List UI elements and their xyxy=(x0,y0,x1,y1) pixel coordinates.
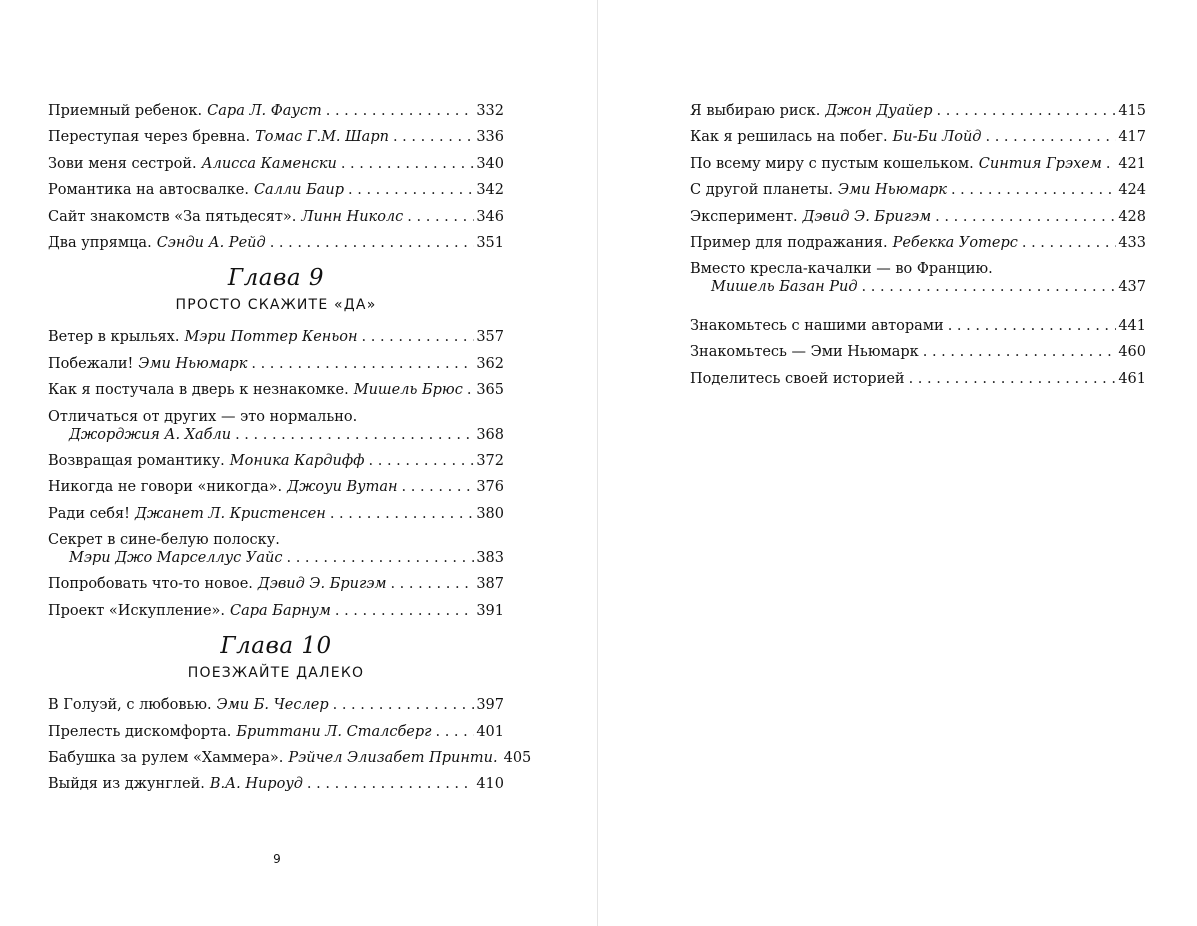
leader-dots xyxy=(362,328,475,346)
entry-author: Моника Кардифф xyxy=(229,452,365,469)
entry-title: Отличаться от других — это нормально. xyxy=(48,408,358,425)
entry-page: 461 xyxy=(1118,370,1146,387)
leader-dots xyxy=(286,549,474,567)
entry-author: Джоуи Вутан xyxy=(287,479,398,496)
right-page xyxy=(598,0,1197,926)
entry-title: Два упрямца. xyxy=(48,234,152,251)
entry-page: 342 xyxy=(476,182,504,199)
leader-dots xyxy=(348,181,474,199)
entry-page: 410 xyxy=(476,776,504,793)
entry-page: 460 xyxy=(1118,344,1146,361)
entry-page: 401 xyxy=(476,723,504,740)
toc-entry xyxy=(48,749,532,775)
leader-dots xyxy=(333,696,475,714)
leader-dots xyxy=(909,370,1117,388)
leader-dots xyxy=(251,355,474,373)
entry-title: Ради себя! xyxy=(48,505,131,522)
entry-page: 340 xyxy=(476,155,504,172)
leader-dots xyxy=(330,505,474,523)
entry-author: Эми Ньюмарк xyxy=(138,355,248,372)
leader-dots xyxy=(335,602,474,620)
entry-author: Джорджия А. Хабли xyxy=(69,426,232,443)
entry-page: 421 xyxy=(1118,155,1146,172)
entry-author: Би-Би Лойд xyxy=(892,129,982,146)
entry-title: Эксперимент. xyxy=(690,208,798,225)
entry-page: 362 xyxy=(476,355,504,372)
leader-dots xyxy=(467,381,475,399)
entry-author: Ребекка Уотерс xyxy=(892,234,1018,251)
toc-entry xyxy=(690,128,1146,154)
toc-entry xyxy=(48,723,504,749)
entry-author: Дэвид Э. Бригэм xyxy=(257,576,387,593)
leader-dots xyxy=(985,128,1116,146)
toc-entry xyxy=(690,234,1146,260)
entry-author: Эми Б. Чеслер xyxy=(216,697,329,714)
leader-dots xyxy=(407,208,474,226)
leader-dots xyxy=(307,775,474,793)
entry-title: В Голуэй, с любовью. xyxy=(48,697,212,714)
entry-title: Вместо кресла-качалки — во Францию. xyxy=(690,261,993,278)
toc-entry xyxy=(48,452,504,478)
entry-title: Прелесть дискомфорта. xyxy=(48,723,232,740)
toc-entry xyxy=(690,260,1146,304)
leader-dots xyxy=(935,208,1116,226)
entry-author: Рэйчел Элизабет Принти. xyxy=(288,750,498,767)
entry-title: Бабушка за рулем «Хаммера». xyxy=(48,750,284,767)
entry-page: 391 xyxy=(476,602,504,619)
entry-page: 383 xyxy=(476,550,504,567)
entry-title: Выйдя из джунглей. xyxy=(48,776,205,793)
toc-entry xyxy=(48,531,504,575)
leader-dots xyxy=(951,181,1116,199)
toc-entry xyxy=(690,317,1146,343)
entry-page: 441 xyxy=(1118,317,1146,334)
entry-author: Сэнди А. Рейд xyxy=(156,234,266,251)
chapter-number: Глава 10 xyxy=(220,633,332,660)
chapter-number: Глава 9 xyxy=(227,265,325,292)
entry-page: 368 xyxy=(476,426,504,443)
chapter-heading-10 xyxy=(48,628,504,696)
entry-author: Сара Л. Фауст xyxy=(207,103,322,119)
leader-dots xyxy=(923,343,1117,361)
toc-entry xyxy=(48,478,504,504)
toc-entry xyxy=(690,181,1146,207)
entry-author: Мэри Джо Марселлус Уайс xyxy=(69,550,283,567)
entry-page: 405 xyxy=(503,750,532,767)
toc-entry xyxy=(48,696,504,722)
leader-dots xyxy=(326,102,475,120)
entry-title: Как я постучала в дверь к незнакомке. xyxy=(48,382,349,399)
entry-title: Сайт знакомств «За пятьдесят». xyxy=(48,208,297,225)
entry-title: Попробовать что-то новое. xyxy=(48,576,253,593)
entry-author: Томас Г.М. Шарп xyxy=(255,129,389,146)
leader-dots xyxy=(341,155,475,173)
leader-dots xyxy=(393,128,474,146)
leader-dots xyxy=(390,575,474,593)
toc-entry xyxy=(48,775,504,801)
entry-page: 397 xyxy=(476,697,504,714)
leader-dots xyxy=(402,478,475,496)
entry-author: Бриттани Л. Сталсберг xyxy=(236,723,432,740)
toc-entry xyxy=(690,343,1146,369)
toc-entry xyxy=(48,575,504,601)
entry-page: 415 xyxy=(1118,103,1146,119)
entry-title: Побежали! xyxy=(48,355,134,372)
leader-dots xyxy=(1022,234,1116,252)
entry-page: 365 xyxy=(476,382,504,399)
toc-entry xyxy=(48,102,504,128)
toc-entry xyxy=(48,408,504,452)
entry-author: Эми Ньюмарк xyxy=(837,182,947,199)
entry-title: Переступая через бревна. xyxy=(48,129,251,146)
page-number: 9 xyxy=(273,852,281,866)
entry-author: Сара Барнум xyxy=(230,602,331,619)
entry-title: Романтика на автосвалке. xyxy=(48,182,249,199)
entry-author: Линн Николс xyxy=(301,208,404,225)
entry-author: Алисса Каменски xyxy=(201,155,337,172)
entry-page: 424 xyxy=(1118,182,1146,199)
entry-author: В.А. Нироуд xyxy=(209,776,303,793)
entry-author: Джон Дуайер xyxy=(825,103,933,119)
entry-title: Знакомьтесь с нашими авторами xyxy=(690,317,944,334)
entry-page: 387 xyxy=(476,576,504,593)
entry-title: С другой планеты. xyxy=(690,182,833,199)
leader-dots xyxy=(862,278,1117,296)
leader-dots xyxy=(948,317,1117,335)
entry-title: Как я решилась на побег. xyxy=(690,129,888,146)
leader-dots xyxy=(369,452,475,470)
entry-author: Дэвид Э. Бригэм xyxy=(802,208,932,225)
entry-title: Секрет в сине-белую полоску. xyxy=(48,532,280,549)
entry-page: 336 xyxy=(476,129,504,146)
entry-author: Мэри Поттер Кеньон xyxy=(184,329,358,346)
entry-author: Мишель Брюс xyxy=(353,382,463,399)
toc-entry xyxy=(48,505,504,531)
chapter-title: ПОЕЗЖАЙТЕ ДАЛЕКО xyxy=(187,665,365,682)
entry-title: Проект «Искупление». xyxy=(48,602,226,619)
toc-entry xyxy=(690,155,1146,181)
entry-page: 428 xyxy=(1118,208,1146,225)
chapter-heading-9 xyxy=(48,260,504,328)
entry-title: Возвращая романтику. xyxy=(48,452,225,469)
entry-title: Пример для подражания. xyxy=(690,234,888,251)
entry-title: Никогда не говори «никогда». xyxy=(48,479,283,496)
toc-column-right xyxy=(690,102,1146,396)
entry-page: 351 xyxy=(476,234,504,251)
entry-page: 380 xyxy=(476,505,504,522)
entry-author: Мишель Базан Рид xyxy=(711,279,858,296)
entry-page: 417 xyxy=(1118,129,1146,146)
toc-entry xyxy=(690,370,1146,396)
entry-page: 346 xyxy=(476,208,504,225)
chapter-title: ПРОСТО СКАЖИТЕ «ДА» xyxy=(175,297,377,314)
leader-dots xyxy=(1106,155,1116,173)
entry-page: 332 xyxy=(476,103,504,119)
entry-page: 437 xyxy=(1118,279,1146,296)
toc-entry xyxy=(690,102,1146,128)
entry-title: Зови меня сестрой. xyxy=(48,155,197,172)
entry-author: Джанет Л. Кристенсен xyxy=(135,505,326,522)
toc-entry xyxy=(48,234,504,260)
toc-entry xyxy=(48,602,504,628)
entry-title: По всему миру с пустым кошельком. xyxy=(690,155,974,172)
toc-column-left xyxy=(48,102,532,802)
entry-author: Синтия Грэхем xyxy=(978,155,1102,172)
toc-entry xyxy=(48,155,504,181)
toc-entry xyxy=(48,128,504,154)
entry-title: Ветер в крыльях. xyxy=(48,329,180,346)
entry-title: Поделитесь своей историей xyxy=(690,370,905,387)
leader-dots xyxy=(270,234,475,252)
entry-title: Приемный ребенок. xyxy=(48,103,203,119)
leader-dots xyxy=(937,102,1117,120)
entry-page: 357 xyxy=(476,329,504,346)
section-spacer xyxy=(690,305,1146,317)
toc-entry xyxy=(690,208,1146,234)
entry-page: 372 xyxy=(476,452,504,469)
leader-dots xyxy=(235,426,474,444)
toc-entry xyxy=(48,181,504,207)
entry-author: Салли Баир xyxy=(253,182,345,199)
toc-entry xyxy=(48,208,504,234)
entry-title: Я выбираю риск. xyxy=(690,103,821,119)
entry-page: 376 xyxy=(476,479,504,496)
entry-title: Знакомьтесь — Эми Ньюмарк xyxy=(690,344,919,361)
toc-entry xyxy=(48,355,504,381)
toc-entry xyxy=(48,381,504,407)
toc-entry xyxy=(48,328,504,354)
leader-dots xyxy=(436,723,475,741)
left-page xyxy=(0,0,597,926)
entry-page: 433 xyxy=(1118,234,1146,251)
